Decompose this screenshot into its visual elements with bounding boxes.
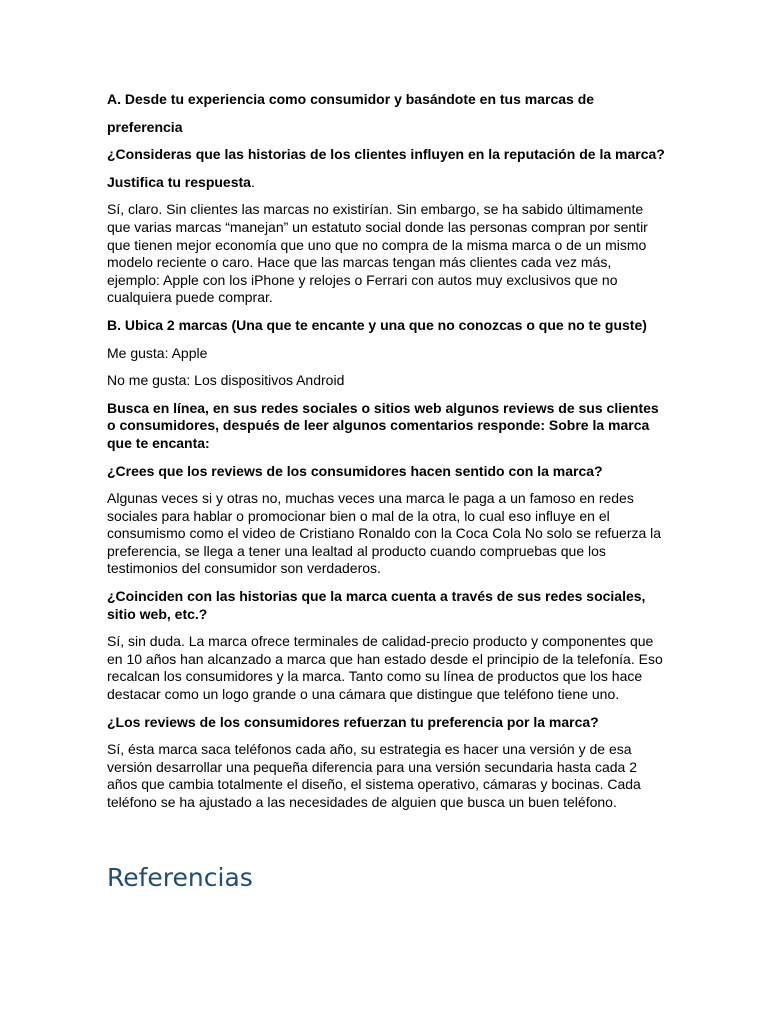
answer-3: Sí, sin duda. La marca ofrece terminales de calidad-precio producto y componentes que en 10 años han alcanzado a marca que han estado desde el principio de la telefonía. Eso recalcan los consumidores y la marca. Tanto como su línea de productos que los hace destacar como un logo grande o una cámara que distingue que teléfono tiene uno.	[107, 633, 663, 703]
section-b-title: B. Ubica 2 marcas (Una que te encante y una que no conozcas o que no te guste)	[107, 316, 647, 333]
question-1: ¿Consideras que las historias de los clientes influyen en la reputación de la marca?	[107, 146, 665, 163]
references-heading: Referencias	[107, 862, 253, 892]
section-a-title-line2: preferencia	[107, 118, 183, 135]
justify-line	[107, 174, 667, 192]
likes-line: Me gusta: Apple	[107, 344, 208, 361]
section-a-title-line1: A. Desde tu experiencia como consumidor y basándote en tus marcas de	[107, 91, 595, 107]
question-4: ¿Los reviews de los consumidores refuerzan tu preferencia por la marca?	[107, 713, 599, 730]
dislikes-line: No me gusta: Los dispositivos Android	[107, 372, 345, 389]
question-3: ¿Coinciden con las historias que la marca cuenta a través de sus redes sociales, sitio web, etc.?	[107, 588, 646, 622]
instruction-paragraph: Busca en línea, en sus redes sociales o sitios web algunos reviews de sus clientes o consumidores, después de leer algunos comentarios responde: Sobre la marca que te encanta:	[107, 399, 659, 451]
answer-1: Sí, claro. Sin clientes las marcas no existirían. Sin embargo, se ha sabido últimamente que varias marcas “manejan” un estatuto social donde las personas compran por sentir que tienen mejor economía que uno que no compra de la misma marca o de un mismo modelo reciente o caro. Hace que las marcas tengan más clientes cada vez más, ejemplo: Apple con los iPhone y relojes o Ferrari con autos muy exclusivos que no cualquiera puede comprar.	[107, 201, 648, 306]
question-2: ¿Crees que los reviews de los consumidores hacen sentido con la marca?	[107, 462, 603, 479]
justify-period: .	[250, 173, 255, 190]
document-body	[107, 91, 667, 893]
answer-4: Sí, ésta marca saca teléfonos cada año, su estrategia es hacer una versión y de esa versión desarrollar una pequeña diferencia para una versión secundaria hasta cada 2 años que cambia totalmente el diseño, el sistema operativo, cámaras y bocinas. Cada teléfono se ha ajustado a las necesidades de alguien que busca un buen teléfono.	[107, 741, 641, 810]
answer-2: Algunas veces si y otras no, muchas veces una marca le paga a un famoso en redes sociales para hablar o promocionar bien o mal de la otra, lo cual eso influye en el consumismo como el video de Cristiano Ronaldo con la Coca Cola No solo se refuerza la preferencia, se llega a tener una lealtad al producto cuando compruebas que los testimonios del consumidor son verdaderos.	[107, 490, 662, 577]
justify-label: Justifica tu respuesta	[107, 173, 251, 190]
